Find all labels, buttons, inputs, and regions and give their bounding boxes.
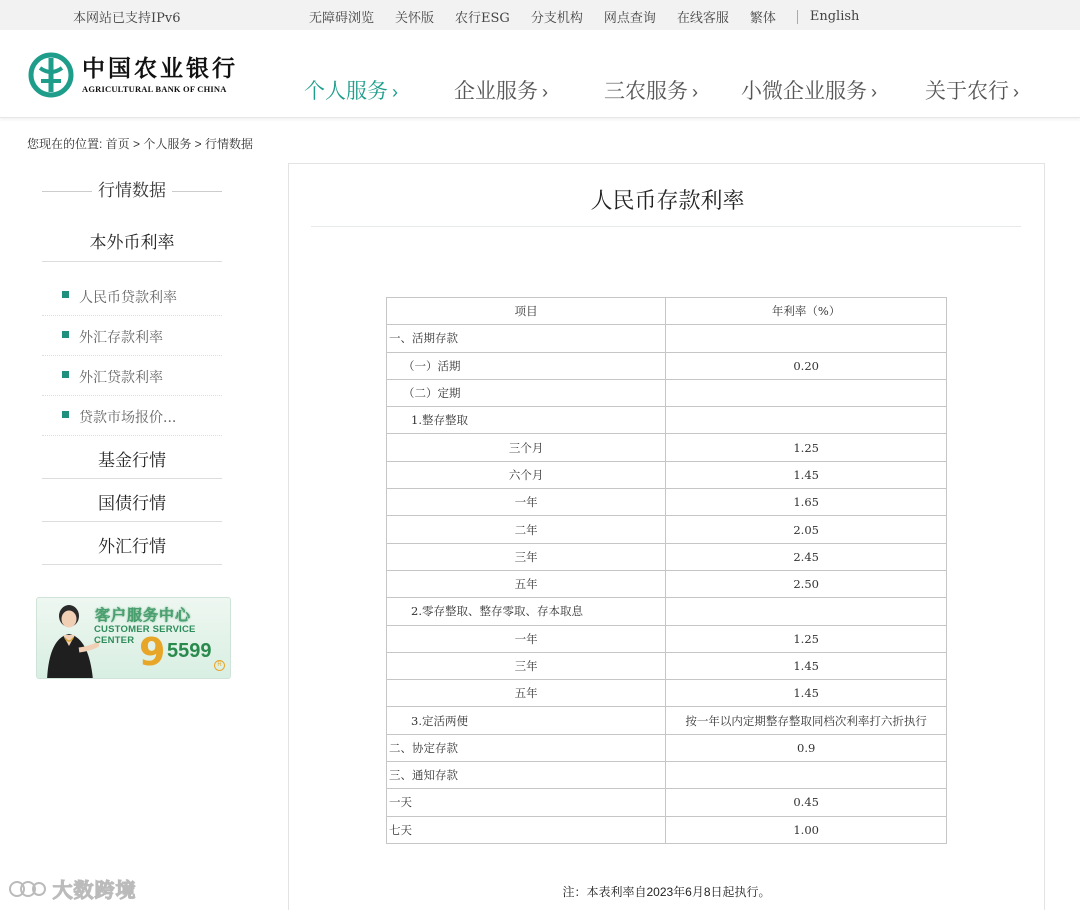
divider [311, 226, 1021, 227]
row-item: 五年 [387, 570, 666, 597]
subitem-label: 贷款市场报价... [79, 410, 177, 426]
nav-label: 个人服务 [304, 80, 388, 103]
branches-link[interactable]: 分支机构 [530, 11, 583, 26]
ipv6-notice: 本网站已支持IPv6 [73, 11, 181, 26]
logo-english-name: AGRICULTURAL BANK OF CHINA [82, 84, 227, 94]
row-item: 七天 [387, 816, 666, 843]
table-row [387, 434, 947, 461]
row-rate: 1.65 [666, 489, 947, 516]
breadcrumb: 您现在的位置: 首页 > 个人服务 > 行情数据 [27, 137, 254, 151]
table-row [387, 652, 947, 679]
customer-service-banner[interactable] [36, 597, 231, 679]
outlet-search-link[interactable]: 网点查询 [603, 11, 656, 26]
row-item: 三年 [387, 543, 666, 570]
chevron-right-icon: › [1013, 82, 1019, 102]
square-bullet-icon [62, 371, 69, 378]
row-item: 五年 [387, 680, 666, 707]
row-rate: 0.45 [666, 789, 947, 816]
table-row [387, 789, 947, 816]
nav-label: 关于农行 [925, 80, 1009, 103]
row-item: 三年 [387, 652, 666, 679]
row-item: 一、活期存款 [387, 325, 666, 352]
row-rate: 1.00 [666, 816, 947, 843]
english-link[interactable]: English [809, 9, 860, 24]
sidebar-item-treasury-quotes[interactable]: 国债行情 [42, 489, 222, 522]
table-row [387, 379, 947, 406]
row-item: 3.定活两便 [387, 707, 666, 734]
row-rate: 1.25 [666, 434, 947, 461]
nav-label: 小微企业服务 [741, 80, 867, 103]
banner-title: 客户服务中心 [95, 607, 192, 624]
row-item: 六个月 [387, 461, 666, 488]
row-rate [666, 598, 947, 625]
nav-about-abc[interactable] [925, 75, 1019, 105]
row-rate [666, 762, 947, 789]
row-item: 二、协定存款 [387, 734, 666, 761]
table-row [387, 680, 947, 707]
online-service-link[interactable]: 在线客服 [676, 11, 729, 26]
chevron-right-icon: › [542, 82, 548, 102]
row-rate: 1.25 [666, 625, 947, 652]
sidebar-subitem-rmb-loan-rates[interactable] [42, 276, 222, 316]
watermark-text: 大数跨境 [52, 880, 137, 902]
divider [172, 191, 222, 192]
sidebar-title-text: 行情数据 [98, 181, 166, 200]
row-item: （一）活期 [387, 352, 666, 379]
table-row [387, 352, 947, 379]
banner-subtitle: CUSTOMER SERVICE CENTER [94, 624, 196, 646]
nav-label: 三农服务 [604, 80, 688, 103]
table-row [387, 762, 947, 789]
row-item: 一年 [387, 625, 666, 652]
row-rate [666, 325, 947, 352]
row-rate [666, 407, 947, 434]
table-row [387, 816, 947, 843]
subitem-label: 外汇贷款利率 [79, 370, 163, 386]
row-rate: 0.9 [666, 734, 947, 761]
row-rate: 2.50 [666, 570, 947, 597]
esg-link[interactable]: 农行ESG [455, 11, 510, 26]
sidebar-item-fx-quotes[interactable]: 外汇行情 [42, 532, 222, 565]
table-row [387, 625, 947, 652]
row-rate: 1.45 [666, 652, 947, 679]
watermark [8, 874, 137, 903]
sidebar-item-fund-quotes[interactable]: 基金行情 [42, 446, 222, 479]
utility-links [309, 7, 859, 26]
accessibility-link[interactable]: 无障碍浏览 [309, 11, 375, 26]
sidebar-subitem-fx-loan-rates[interactable] [42, 356, 222, 396]
row-rate: 1.45 [666, 461, 947, 488]
row-item: （二）定期 [387, 379, 666, 406]
header-item: 项目 [387, 298, 666, 325]
subitem-label: 外汇存款利率 [79, 330, 163, 346]
logo-chinese-name: 中国农业银行 [82, 55, 238, 82]
hotline-nine: 9 [139, 630, 166, 674]
row-rate [666, 379, 947, 406]
care-version-link[interactable]: 关怀版 [395, 11, 435, 26]
row-item: 二年 [387, 516, 666, 543]
nav-small-business-services[interactable] [741, 75, 877, 105]
row-rate: 1.45 [666, 680, 947, 707]
rmb-deposit-rate-table [386, 297, 947, 844]
nav-rural-services[interactable] [604, 75, 698, 105]
top-utility-bar [0, 0, 1080, 30]
chevron-right-icon: › [871, 82, 877, 102]
table-row [387, 707, 947, 734]
row-item: 1.整存整取 [387, 407, 666, 434]
row-rate: 0.20 [666, 352, 947, 379]
chevron-right-icon: › [392, 82, 398, 102]
row-item: 一年 [387, 489, 666, 516]
bank-logo[interactable] [28, 52, 238, 98]
table-row [387, 325, 947, 352]
sidebar-item-rates[interactable]: 本外币利率 [42, 228, 222, 262]
nav-corporate-services[interactable] [454, 75, 548, 105]
table-row [387, 570, 947, 597]
subitem-label: 人民币贷款利率 [79, 290, 177, 306]
sidebar-subitem-fx-deposit-rates[interactable] [42, 316, 222, 356]
hotline-number: 5599 [167, 640, 212, 662]
table-note: 注：本表利率自2023年6月8日起执行。 [562, 885, 771, 899]
traditional-chinese-link[interactable]: 繁体 [749, 11, 776, 26]
row-item: 2.零存整取、整存零取、存本取息 [387, 598, 666, 625]
table-row [387, 598, 947, 625]
registered-mark: R [214, 660, 225, 671]
page-title: 人民币存款利率 [590, 188, 745, 213]
row-rate: 2.05 [666, 516, 947, 543]
square-bullet-icon [62, 291, 69, 298]
watermark-logo-icon [8, 878, 46, 900]
header-rate: 年利率（%） [666, 298, 947, 325]
row-item: 一天 [387, 789, 666, 816]
table-row [387, 543, 947, 570]
table-header-row [387, 298, 947, 325]
row-item: 三、通知存款 [387, 762, 666, 789]
service-agent-illustration [39, 598, 99, 679]
sidebar-subitem-lpr[interactable] [42, 396, 222, 436]
chevron-right-icon: › [692, 82, 698, 102]
square-bullet-icon [62, 411, 69, 418]
table-row [387, 461, 947, 488]
table-row [387, 407, 947, 434]
nav-label: 企业服务 [454, 80, 538, 103]
table-row [387, 489, 947, 516]
nav-personal-services[interactable] [304, 75, 398, 105]
divider [797, 10, 798, 24]
row-rate: 2.45 [666, 543, 947, 570]
table-row [387, 516, 947, 543]
sidebar-title [42, 180, 222, 202]
abc-emblem-icon [28, 52, 74, 98]
row-rate: 按一年以内定期整存整取同档次利率打六折执行 [666, 707, 947, 734]
table-row [387, 734, 947, 761]
square-bullet-icon [62, 331, 69, 338]
row-item: 三个月 [387, 434, 666, 461]
